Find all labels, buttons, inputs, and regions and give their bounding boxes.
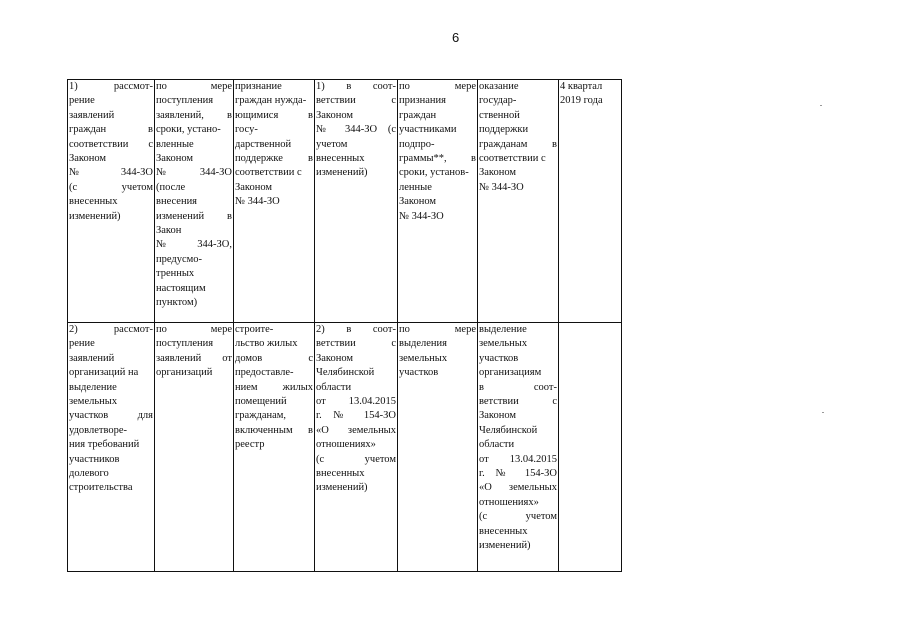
cell-line: участков: [479, 352, 519, 364]
cell-line: (с учетом: [479, 511, 557, 523]
cell-line: № 344-ЗО: [235, 196, 280, 208]
cell-line: учетом: [316, 138, 348, 150]
cell-line: сроки, устано-: [156, 124, 221, 136]
cell-line: № 344-ЗО: [399, 210, 444, 222]
cell-line: гражданам,: [235, 410, 287, 422]
cell-line: (после: [156, 181, 186, 193]
cell-line: ющимися в: [235, 109, 313, 121]
table-cell: [559, 80, 622, 323]
cell-line: заявлений: [69, 109, 115, 121]
table-cell: [68, 80, 155, 323]
cell-line: государ-: [479, 95, 517, 107]
cell-line: льство жилых: [235, 338, 298, 350]
cell-line: Челябинской: [316, 367, 375, 379]
scan-speck: [822, 412, 824, 413]
cell-text: [479, 323, 557, 554]
cell-line: 2) в соот-: [316, 324, 396, 335]
cell-line: изменений): [69, 210, 121, 222]
cell-line: удовлетворе-: [69, 424, 128, 436]
cell-line: области: [316, 381, 352, 393]
cell-line: Законом: [156, 153, 194, 165]
table-cell: [155, 323, 234, 572]
cell-line: земельных: [69, 396, 118, 408]
cell-text: [235, 323, 313, 453]
table-cell: [155, 80, 234, 323]
cell-line: Законом: [479, 167, 517, 179]
cell-text: [235, 80, 313, 210]
cell-line: подпро-: [399, 138, 435, 150]
cell-line: Законом: [399, 196, 437, 208]
cell-line: предусмо-: [156, 253, 203, 265]
cell-line: ветствии с: [316, 338, 396, 350]
cell-line: долевого: [69, 468, 109, 480]
cell-line: (с учетом: [316, 453, 396, 465]
cell-text: [399, 80, 476, 224]
cell-line: изменений): [479, 540, 531, 552]
cell-text: [560, 80, 620, 109]
cell-line: пунктом): [156, 297, 198, 309]
cell-line: настоящим: [156, 282, 206, 294]
cell-line: в соот-: [479, 381, 557, 393]
cell-line: помещений: [235, 396, 287, 408]
cell-line: сроки, установ-: [399, 167, 469, 179]
cell-line: ственной: [479, 109, 520, 121]
cell-line: изменений): [316, 167, 368, 179]
cell-line: отношениях»: [316, 439, 376, 451]
cell-line: нием жилых: [235, 381, 313, 393]
cell-line: строите-: [235, 324, 274, 335]
cell-text: [69, 80, 153, 224]
cell-line: заявлений от: [156, 352, 232, 364]
cell-line: 2019 года: [560, 95, 603, 107]
cell-line: гражданам в: [479, 138, 557, 150]
cell-line: отношениях»: [479, 496, 539, 508]
table-cell: [398, 80, 478, 323]
cell-line: поступления: [156, 95, 214, 107]
cell-line: рение: [69, 95, 95, 107]
cell-line: оказание: [479, 81, 519, 92]
cell-line: № 344-ЗО: [156, 167, 232, 179]
cell-line: соответствии с: [479, 153, 546, 165]
cell-line: земельных: [479, 338, 528, 350]
cell-line: «О земельных: [316, 424, 396, 436]
cell-line: по мере: [156, 324, 232, 335]
cell-line: № 344-ЗО (с: [316, 124, 396, 136]
cell-line: граммы**, в: [399, 153, 476, 165]
cell-line: организаций: [156, 367, 213, 379]
cell-text: [156, 80, 232, 311]
page-number: 6: [452, 30, 460, 45]
cell-line: заявлений: [69, 352, 115, 364]
cell-text: [69, 323, 153, 496]
cell-line: 4 квартал: [560, 81, 603, 92]
cell-line: «О земельных: [479, 482, 557, 494]
cell-line: граждан в: [69, 124, 153, 136]
cell-line: № 344-ЗО: [69, 167, 153, 179]
cell-line: признание: [235, 81, 282, 92]
cell-line: участников: [69, 453, 120, 465]
cell-line: Законом: [316, 352, 354, 364]
cell-line: участков для: [69, 410, 153, 422]
cell-line: поддержке в: [235, 153, 313, 165]
cell-line: 1) в соот-: [316, 81, 396, 92]
cell-line: реестр: [235, 439, 265, 451]
cell-text: [156, 323, 232, 381]
cell-line: по мере: [156, 81, 232, 92]
cell-line: соответствии с: [69, 138, 153, 150]
table-cell: [234, 80, 315, 323]
scan-speck: [820, 105, 822, 106]
cell-line: внесенных: [316, 153, 365, 165]
cell-line: 1) рассмот-: [69, 81, 153, 92]
cell-line: тренных: [156, 268, 195, 280]
cell-line: граждан нужда-: [235, 95, 307, 107]
cell-line: по мере: [399, 324, 476, 335]
cell-line: внесенных: [316, 468, 365, 480]
cell-line: от 13.04.2015: [479, 453, 557, 465]
cell-line: внесенных: [69, 196, 118, 208]
table-cell: [315, 80, 398, 323]
cell-line: граждан: [399, 109, 437, 121]
table-cell: [478, 323, 559, 572]
cell-line: ветствии с: [316, 95, 396, 107]
cell-line: выделения: [399, 338, 447, 350]
cell-text: [316, 323, 396, 496]
cell-line: г. № 154-ЗО: [316, 410, 396, 422]
cell-line: вленные: [156, 138, 194, 150]
cell-line: Законом: [69, 153, 107, 165]
cell-line: дарственной: [235, 138, 292, 150]
table-row: [68, 323, 622, 572]
cell-line: организациям: [479, 367, 542, 379]
cell-line: по мере: [399, 81, 476, 92]
cell-line: г. № 154-ЗО: [479, 468, 557, 480]
cell-line: строительства: [69, 482, 133, 494]
cell-text: [316, 80, 396, 181]
table-row: [68, 80, 622, 323]
cell-line: внесения: [156, 196, 198, 208]
cell-line: изменений): [316, 482, 368, 494]
cell-line: госу-: [235, 124, 258, 136]
table-cell: [559, 323, 622, 572]
cell-line: предоставле-: [235, 367, 294, 379]
cell-line: заявлений, в: [156, 109, 232, 121]
cell-line: № 344-ЗО,: [156, 239, 232, 251]
cell-line: ния требований: [69, 439, 140, 451]
cell-line: Законом: [235, 181, 273, 193]
cell-line: от 13.04.2015: [316, 396, 396, 408]
table-cell: [398, 323, 478, 572]
cell-line: (с учетом: [69, 181, 153, 193]
cell-line: участков: [399, 367, 439, 379]
document-table: [67, 79, 622, 572]
cell-line: № 344-ЗО: [479, 181, 524, 193]
cell-line: рение: [69, 338, 95, 350]
cell-line: выделение: [69, 381, 117, 393]
cell-line: поступления: [156, 338, 214, 350]
cell-line: домов с: [235, 352, 313, 364]
cell-line: Челябинской: [479, 424, 538, 436]
cell-line: выделение: [479, 324, 527, 335]
cell-line: признания: [399, 95, 446, 107]
cell-line: внесенных: [479, 525, 528, 537]
cell-line: поддержки: [479, 124, 529, 136]
cell-text: [479, 80, 557, 195]
cell-line: организаций на: [69, 367, 139, 379]
cell-line: 2) рассмот-: [69, 324, 153, 335]
table-cell: [68, 323, 155, 572]
cell-text: [399, 323, 476, 381]
cell-line: изменений в: [156, 210, 232, 222]
cell-line: включенным в: [235, 424, 313, 436]
table-cell: [234, 323, 315, 572]
cell-line: Закон: [156, 225, 182, 237]
cell-line: ленные: [399, 181, 432, 193]
cell-line: Законом: [479, 410, 517, 422]
cell-line: Законом: [316, 109, 354, 121]
table-cell: [478, 80, 559, 323]
table-cell: [315, 323, 398, 572]
cell-line: области: [479, 439, 515, 451]
cell-line: соответствии с: [235, 167, 302, 179]
cell-line: участниками: [399, 124, 457, 136]
cell-line: ветствии с: [479, 396, 557, 408]
cell-line: земельных: [399, 352, 448, 364]
